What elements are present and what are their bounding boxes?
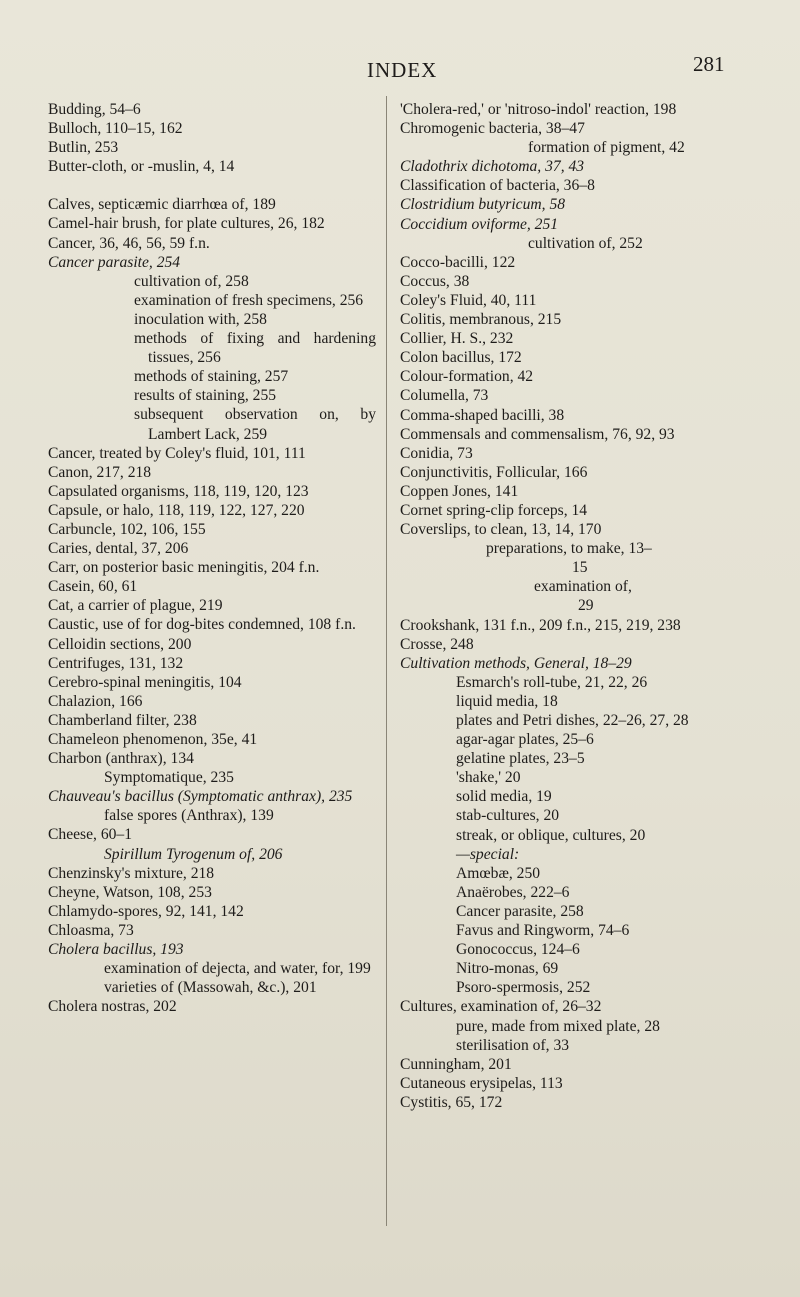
index-entry: Crosse, 248 — [400, 635, 474, 653]
page-header — [0, 48, 800, 88]
index-entry: Cladothrix dichotoma, 37, 43 — [400, 158, 585, 176]
index-entry: Butlin, 253 — [48, 139, 119, 157]
index-entry: Colon bacillus, 172 — [400, 349, 522, 367]
index-entry: formation of pigment, 42 — [528, 139, 685, 157]
index-column-right — [400, 100, 742, 1112]
index-entry: methods of staining, 257 — [134, 368, 289, 386]
index-entry: Cholera nostras, 202 — [48, 998, 177, 1016]
index-entry: Centrifuges, 131, 132 — [48, 654, 184, 672]
index-entry: 29 — [578, 597, 594, 615]
index-entry: Caustic, use of for dog-bites condemned, 108 f.n. — [48, 616, 356, 634]
index-entry: Chloasma, 73 — [48, 921, 134, 939]
index-entry: Celloidin sections, 200 — [48, 635, 192, 653]
index-entry: Cholera bacillus, 193 — [48, 941, 184, 959]
index-entry: Coppen Jones, 141 — [400, 482, 519, 500]
index-entry: streak, or oblique, cultures, 20 — [456, 826, 646, 844]
index-entry: Cornet spring-clip forceps, 14 — [400, 501, 588, 519]
index-entry: examination of fresh specimens, 256 — [134, 291, 364, 309]
index-entry: Spirillum Tyrogenum of, 206 — [104, 845, 283, 863]
index-entry: Cutaneous erysipelas, 113 — [400, 1074, 563, 1092]
index-entry: cultivation of, 258 — [134, 272, 249, 290]
index-entry: 'shake,' 20 — [456, 769, 521, 787]
index-entry: Crookshank, 131 f.n., 209 f.n., 215, 219, 238 — [400, 616, 681, 634]
index-entry: Cancer parasite, 254 — [48, 253, 181, 271]
index-entry: Chromogenic bacteria, 38–47 — [400, 120, 585, 138]
index-entry: Comma-shaped bacilli, 38 — [400, 406, 565, 424]
index-entry: Coley's Fluid, 40, 111 — [400, 291, 537, 309]
index-entry: Cancer, 36, 46, 56, 59 f.n. — [48, 234, 210, 252]
index-entry: plates and Petri dishes, 22–26, 27, 28 — [456, 712, 689, 729]
index-entry: liquid media, 18 — [456, 692, 558, 710]
index-entry: Capsulated organisms, 118, 119, 120, 123 — [48, 482, 309, 500]
column-divider — [386, 96, 387, 1226]
index-entry: Butter-cloth, or -muslin, 4, 14 — [48, 158, 235, 176]
index-column-left — [48, 100, 376, 1016]
index-entry: Cat, a carrier of plague, 219 — [48, 597, 223, 615]
index-entry: varieties of (Massowah, &c.), 201 — [104, 979, 317, 997]
index-entry: stab-cultures, 20 — [456, 807, 560, 825]
index-entry: Columella, 73 — [400, 387, 489, 405]
index-entry: inoculation with, 258 — [134, 310, 267, 328]
index-entry: Calves, septicæmic diarrhœa of, 189 — [48, 196, 276, 214]
index-entry: Classification of bacteria, 36–8 — [400, 177, 595, 195]
index-entry: Carr, on posterior basic meningitis, 204 f.n. — [48, 559, 320, 577]
index-entry: results of staining, 255 — [134, 387, 277, 405]
index-entry: solid media, 19 — [456, 788, 552, 806]
index-entry: sterilisation of, 33 — [456, 1036, 570, 1054]
index-entry: Commensals and commensalism, 76, 92, 93 — [400, 425, 675, 443]
index-entry: pure, made from mixed plate, 28 — [456, 1017, 660, 1035]
index-entry: Chalazion, 166 — [48, 692, 143, 710]
index-entry: Coccidium oviforme, 251 — [400, 215, 559, 233]
index-entry: examination of dejecta, and water, for, 199 — [104, 960, 371, 978]
index-entry: Symptomatique, 235 — [104, 769, 234, 787]
index-entry: Carbuncle, 102, 106, 155 — [48, 520, 206, 538]
index-entry: Capsule, or halo, 118, 119, 122, 127, 220 — [48, 501, 305, 519]
index-entry: 'Cholera-red,' or 'nitroso-indol' reaction, 198 — [400, 101, 677, 118]
index-entry: Cunningham, 201 — [400, 1055, 512, 1073]
index-entry: Cheese, 60–1 — [48, 826, 133, 844]
index-entry: Cystitis, 65, 172 — [400, 1093, 503, 1111]
index-entry: Caries, dental, 37, 206 — [48, 540, 189, 558]
index-entry: Cancer parasite, 258 — [456, 902, 584, 920]
index-entry: cultivation of, 252 — [528, 234, 643, 252]
index-entry: gelatine plates, 23–5 — [456, 750, 585, 768]
index-entry: Cocco-bacilli, 122 — [400, 253, 516, 271]
index-entry: false spores (Anthrax), 139 — [104, 807, 274, 825]
index-entry: agar-agar plates, 25–6 — [456, 731, 594, 749]
index-entry: Collier, H. S., 232 — [400, 330, 514, 348]
index-entry: Colitis, membranous, 215 — [400, 311, 562, 329]
index-entry: Cerebro-spinal meningitis, 104 — [48, 673, 242, 691]
index-entry: Camel-hair brush, for plate cultures, 26, 182 — [48, 215, 325, 233]
index-entry: Budding, 54–6 — [48, 101, 141, 118]
index-entry: Nitro-monas, 69 — [456, 960, 559, 978]
index-entry: Gonococcus, 124–6 — [456, 941, 580, 959]
index-entry: Chamberland filter, 238 — [48, 711, 197, 729]
index-entry: Cancer, treated by Coley's fluid, 101, 111 — [48, 444, 306, 462]
page-number: 281 — [693, 52, 725, 76]
index-entry: Cultivation methods, General, 18–29 — [400, 654, 632, 672]
entry-spacer — [48, 176, 376, 195]
index-entry: methods of fixing and hardening tissues, 256 — [134, 330, 376, 367]
index-entry: Colour-formation, 42 — [400, 368, 534, 386]
index-entry: Coverslips, to clean, 13, 14, 170 — [400, 521, 602, 539]
index-entry: Chenzinsky's mixture, 218 — [48, 864, 215, 882]
index-entry: Conjunctivitis, Follicular, 166 — [400, 463, 588, 481]
index-entry: Psoro-spermosis, 252 — [456, 979, 591, 997]
index-entry: Cheyne, Watson, 108, 253 — [48, 883, 212, 901]
index-entry: 15 — [572, 559, 588, 577]
index-entry: Conidia, 73 — [400, 444, 473, 462]
index-entry: examination of, — [534, 578, 632, 596]
index-entry: Bulloch, 110–15, 162 — [48, 120, 183, 138]
index-entry: preparations, to make, 13– — [486, 540, 652, 558]
index-entry: Coccus, 38 — [400, 272, 470, 290]
index-entry: Clostridium butyricum, 58 — [400, 196, 566, 214]
index-entry: Chauveau's bacillus (Symptomatic anthrax), 235 — [48, 788, 353, 806]
index-entry: Canon, 217, 218 — [48, 463, 152, 481]
running-title: INDEX — [367, 58, 438, 82]
index-entry: Esmarch's roll-tube, 21, 22, 26 — [456, 673, 648, 691]
index-entry: Casein, 60, 61 — [48, 578, 138, 596]
index-entry: Anaërobes, 222–6 — [456, 883, 570, 901]
index-entry: subsequent observation on, by Lambert Lack, 259 — [134, 406, 376, 443]
index-entry: Cultures, examination of, 26–32 — [400, 998, 602, 1016]
index-entry: Charbon (anthrax), 134 — [48, 750, 194, 768]
index-entry: Chlamydo-spores, 92, 141, 142 — [48, 902, 244, 920]
index-entry: Favus and Ringworm, 74–6 — [456, 922, 630, 940]
index-entry: Chameleon phenomenon, 35e, 41 — [48, 731, 258, 748]
index-entry: —special: — [456, 845, 520, 863]
index-entry: Amœbæ, 250 — [456, 864, 541, 882]
